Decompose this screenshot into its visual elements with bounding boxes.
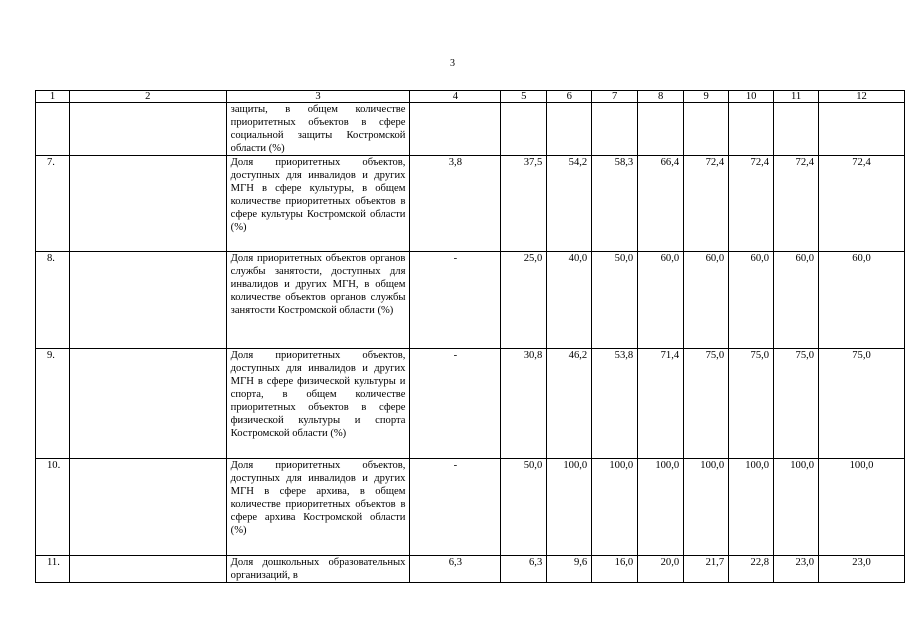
value-cell: 71,4 — [638, 349, 684, 459]
value-cell: 20,0 — [638, 556, 684, 583]
value-cell: - — [410, 252, 501, 349]
column-header: 1 — [36, 91, 70, 103]
value-cell: 100,0 — [774, 459, 819, 556]
table-row — [36, 156, 905, 252]
value-cell: 6,3 — [410, 556, 501, 583]
value-cell: 100,0 — [684, 459, 729, 556]
column-header: 9 — [684, 91, 729, 103]
value-cell: 40,0 — [547, 252, 592, 349]
value-cell — [819, 103, 905, 156]
value-cell: 60,0 — [774, 252, 819, 349]
value-cell: 100,0 — [729, 459, 774, 556]
value-cell: 25,0 — [501, 252, 547, 349]
row-number: 9. — [36, 349, 70, 459]
row-number: 11. — [36, 556, 70, 583]
value-cell: 72,4 — [819, 156, 905, 252]
value-cell: 54,2 — [547, 156, 592, 252]
column-header: 6 — [547, 91, 592, 103]
value-cell: 9,6 — [547, 556, 592, 583]
value-cell: 6,3 — [501, 556, 547, 583]
column-header: 10 — [729, 91, 774, 103]
value-cell: 75,0 — [819, 349, 905, 459]
value-cell: 100,0 — [819, 459, 905, 556]
header-row — [36, 91, 905, 103]
row-description: Доля приоритетных объектов, доступных для инвалидов и других МГН в сфере архива, в общем количестве приоритетных объектов в сфере архива Костромской области (%) — [226, 459, 410, 556]
value-cell — [638, 103, 684, 156]
column-header: 2 — [69, 91, 226, 103]
value-cell: 21,7 — [684, 556, 729, 583]
column-header: 12 — [819, 91, 905, 103]
value-cell: 46,2 — [547, 349, 592, 459]
value-cell: - — [410, 459, 501, 556]
row-description: защиты, в общем количестве приоритетных объектов в сфере социальной защиты Костромской области (%) — [226, 103, 410, 156]
value-cell: 3,8 — [410, 156, 501, 252]
value-cell: 23,0 — [774, 556, 819, 583]
row-number: 7. — [36, 156, 70, 252]
value-cell: 75,0 — [729, 349, 774, 459]
value-cell: 60,0 — [684, 252, 729, 349]
value-cell: 50,0 — [501, 459, 547, 556]
column-header: 11 — [774, 91, 819, 103]
row-col2 — [69, 103, 226, 156]
value-cell: 100,0 — [547, 459, 592, 556]
row-description: Доля приоритетных объектов органов службы занятости, доступных для инвалидов и других МГН, в общем количестве объектов органов службы занятости Костромской области (%) — [226, 252, 410, 349]
value-cell: 60,0 — [819, 252, 905, 349]
value-cell — [774, 103, 819, 156]
row-description: Доля дошкольных образовательных организаций, в — [226, 556, 410, 583]
table-row — [36, 459, 905, 556]
row-col2 — [69, 349, 226, 459]
table-row — [36, 556, 905, 583]
column-header: 4 — [410, 91, 501, 103]
value-cell: 75,0 — [774, 349, 819, 459]
row-description: Доля приоритетных объектов, доступных для инвалидов и других МГН в сфере физической культуры и спорта, в общем количестве приоритетных объектов в сфере физической культуры и спорта Костромской области (%) — [226, 349, 410, 459]
value-cell: 50,0 — [592, 252, 638, 349]
row-number: 8. — [36, 252, 70, 349]
row-number — [36, 103, 70, 156]
value-cell: 58,3 — [592, 156, 638, 252]
indicators-table — [35, 90, 905, 583]
row-col2 — [69, 556, 226, 583]
row-col2 — [69, 156, 226, 252]
value-cell: - — [410, 349, 501, 459]
value-cell: 22,8 — [729, 556, 774, 583]
value-cell — [410, 103, 501, 156]
value-cell: 23,0 — [819, 556, 905, 583]
value-cell — [501, 103, 547, 156]
column-header: 3 — [226, 91, 410, 103]
table-row — [36, 252, 905, 349]
value-cell: 72,4 — [774, 156, 819, 252]
value-cell: 53,8 — [592, 349, 638, 459]
row-description: Доля приоритетных объектов, доступных для инвалидов и других МГН в сфере культуры, в общем количестве приоритетных объектов в сфере культуры Костромской области (%) — [226, 156, 410, 252]
value-cell — [547, 103, 592, 156]
value-cell: 72,4 — [729, 156, 774, 252]
value-cell: 100,0 — [592, 459, 638, 556]
row-col2 — [69, 252, 226, 349]
value-cell: 66,4 — [638, 156, 684, 252]
row-col2 — [69, 459, 226, 556]
column-header: 8 — [638, 91, 684, 103]
value-cell: 16,0 — [592, 556, 638, 583]
value-cell — [684, 103, 729, 156]
value-cell: 60,0 — [729, 252, 774, 349]
value-cell: 30,8 — [501, 349, 547, 459]
value-cell: 75,0 — [684, 349, 729, 459]
value-cell: 100,0 — [638, 459, 684, 556]
column-header: 7 — [592, 91, 638, 103]
value-cell: 37,5 — [501, 156, 547, 252]
value-cell — [592, 103, 638, 156]
column-header: 5 — [501, 91, 547, 103]
page-number: 3 — [450, 58, 455, 69]
value-cell — [729, 103, 774, 156]
value-cell: 72,4 — [684, 156, 729, 252]
value-cell: 60,0 — [638, 252, 684, 349]
row-number: 10. — [36, 459, 70, 556]
table-row — [36, 103, 905, 156]
table-row — [36, 349, 905, 459]
